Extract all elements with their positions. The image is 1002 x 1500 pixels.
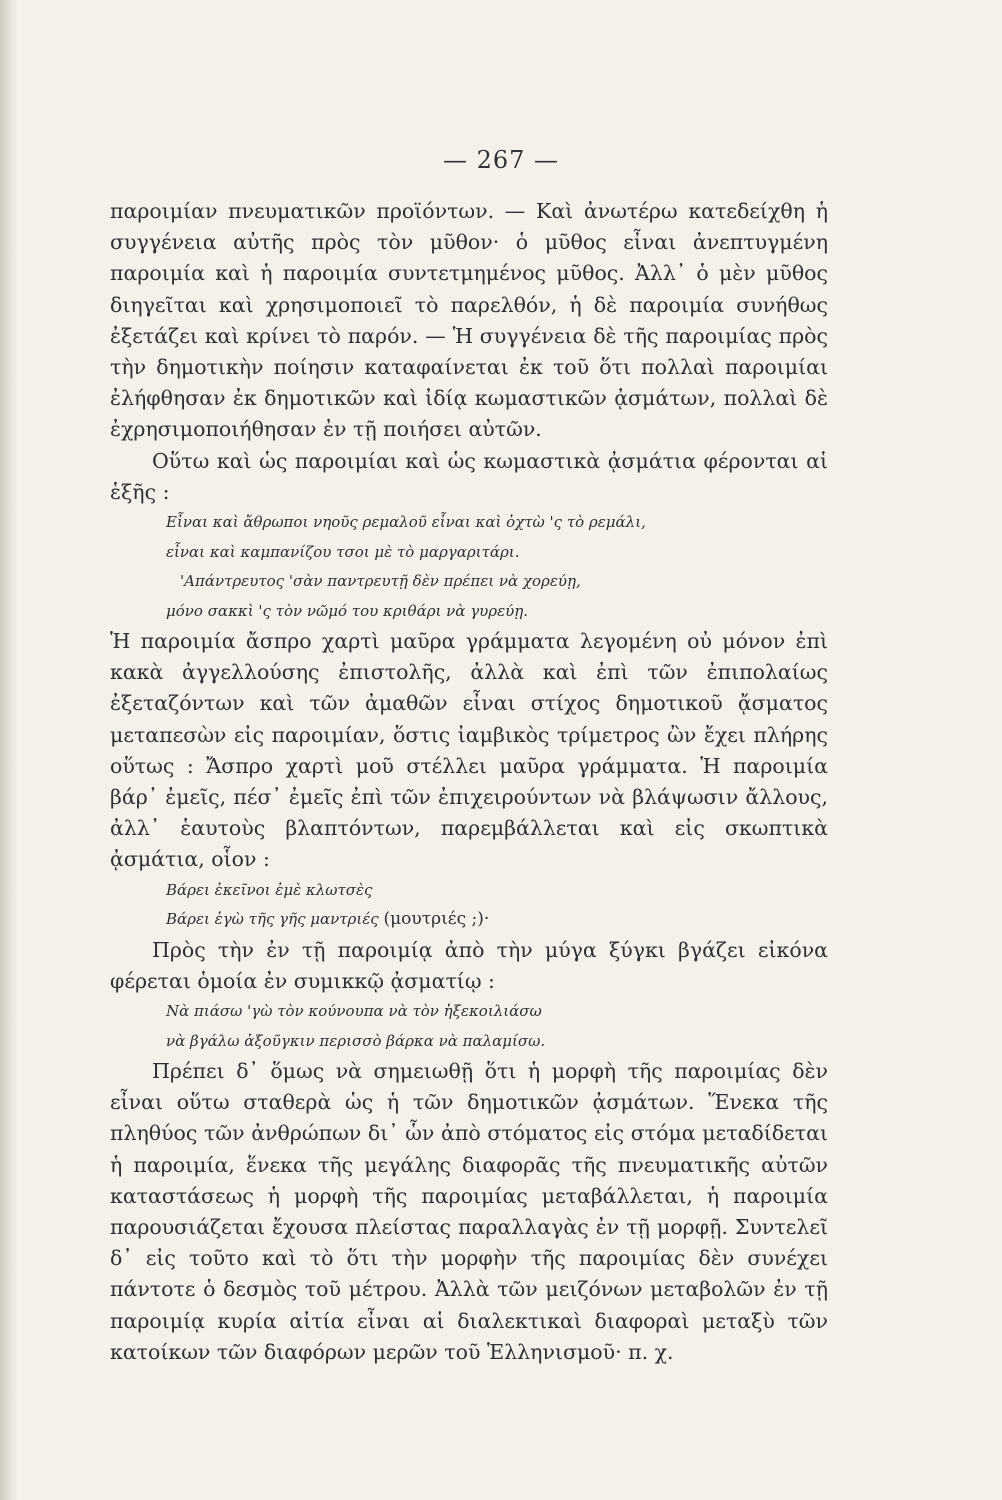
verse-note: (μουτριές ;)· xyxy=(383,909,490,930)
verse-line: Εἶναι καὶ ἄθρωποι νηοῦς ρεμαλοῦ εἶναι καὶ ὀχτὼ 'ς τὸ ρεμάλι, xyxy=(166,513,646,532)
page-body xyxy=(110,196,828,1368)
verse-line-with-note xyxy=(166,905,828,935)
verse-block-2 xyxy=(166,876,828,935)
verse-line: εἶναι καὶ καμπανίζου τσοι μὲ τὸ μαργαριτάρι. xyxy=(166,542,520,561)
verse-line: Νὰ πιάσω 'γὼ τὸν κούνουπα νὰ τὸν ἡξεκοιλιάσω xyxy=(166,1002,542,1021)
page-binding-shadow xyxy=(0,0,18,1500)
page-number: — 267 — xyxy=(442,146,560,174)
verse-line: μόνο σακκὶ 'ς τὸν νῶμό του κριθάρι νὰ γυρεύῃ. xyxy=(166,601,529,620)
verse-line: Βάρει ἐκεῖνοι ἐμὲ κλωτσὲς xyxy=(166,880,373,899)
verse-line-text: Βάρει ἐγὼ τῆς γῆς μαντριές xyxy=(166,910,379,929)
verse-line: 'Απάντρευτος 'σὰν παντρευτῇ δὲν πρέπει νὰ χορεύῃ, xyxy=(180,572,581,591)
verse-block-1 xyxy=(166,508,828,626)
paragraph-4: Πρὸς τὴν ἐν τῇ παροιμίᾳ ἀπὸ τὴν μύγα ξύγκι βγάζει εἰκόνα φέρεται ὁμοία ἐν συμικκῷ ᾀσματίῳ : xyxy=(110,937,828,993)
paragraph-5: Πρέπει δ᾽ ὅμως νὰ σημειωθῇ ὅτι ἡ μορφὴ τῆς παροιμίας δὲν εἶναι οὕτω σταθερὰ ὡς ἡ τῶν δημοτικῶν ᾀσμάτων. Ἕνεκα τῆς πληθύος τῶν ἀνθρώπων δι᾽ ὧν ἀπὸ στόματος εἰς στόμα μεταδίδεται ἡ παροιμία, ἕνεκα τῆς μεγάλης διαφορᾶς τῆς πνευματικῆς αὐτῶν καταστάσεως ἡ μορφὴ τῆς παροιμίας μεταβάλλεται, ἡ παροιμία παρουσιάζεται ἔχουσα πλείστας παραλλαγὰς ἐν τῇ μορφῇ. Συντελεῖ δ᾽ εἰς τοῦτο καὶ τὸ ὅτι τὴν μορφὴν τῆς παροιμίας δὲν συνέχει πάντοτε ὁ δεσμὸς τοῦ μέτρου. Ἀλλὰ τῶν μειζόνων μεταβολῶν ἐν τῇ παροιμίᾳ κυρία αἰτία εἶναι αἱ διαλεκτικαὶ διαφοραὶ μεταξὺ τῶν κατοίκων τῶν διαφόρων μερῶν τοῦ Ἑλληνισμοῦ· π. χ. xyxy=(110,1059,828,1364)
paragraph-3: Ἡ παροιμία ἄσπρο χαρτὶ μαῦρα γράμματα λεγομένη οὐ μόνον ἐπὶ κακὰ ἀγγελλούσης ἐπιστολῆς, ἀλλὰ καὶ ἐπὶ τῶν ἐπιπολαίως ἐξεταζόντων καὶ τῶν ἀμαθῶν εἶναι στίχος δημοτικοῦ ᾄσματος μεταπεσὼν εἰς παροιμίαν, ὅστις ἰαμβικὸς τρίμετρος ὢν ἔχει πλήρης οὕτως : Ἄσπρο χαρτὶ μοῦ στέλλει μαῦρα γράμματα. Ἡ παροιμία βάρ᾽ ἐμεῖς, πέσ᾽ ἐμεῖς ἐπὶ τῶν ἐπιχειρούντων νὰ βλάψωσιν ἄλλους, ἀλλ᾽ ἑαυτοὺς βλαπτόντων, παρεμβάλλεται καὶ εἰς σκωπτικὰ ᾀσμάτια, οἷον : xyxy=(110,629,828,872)
verse-line: νὰ βγάλω ἀξοῦγκιν περισσὸ βάρκα νὰ παλαμίσω. xyxy=(166,1031,546,1050)
paragraph-2: Οὕτω καὶ ὡς παροιμίαι καὶ ὡς κωμαστικὰ ᾀσμάτια φέρονται αἱ ἑξῆς : xyxy=(110,448,828,504)
paragraph-1: παροιμίαν πνευματικῶν προϊόντων. — Καὶ ἀνωτέρω κατεδείχθη ἡ συγγένεια αὐτῆς πρὸς τὸν μῦθον· ὁ μῦθος εἶναι ἀνεπτυγμένη παροιμία καὶ ἡ παροιμία συντετμημένος μῦθος. Ἀλλ᾽ ὁ μὲν μῦθος διηγεῖται καὶ χρησιμοποιεῖ τὸ παρελθόν, ἡ δὲ παροιμία συνήθως ἐξετάζει καὶ κρίνει τὸ παρόν. — Ἡ συγγένεια δὲ τῆς παροιμίας πρὸς τὴν δημοτικὴν ποίησιν καταφαίνεται ἐκ τοῦ ὅτι πολλαὶ παροιμίαι ἐλήφθησαν ἐκ δημοτικῶν καὶ ἰδίᾳ κωμαστικῶν ᾀσμάτων, πολλαὶ δὲ ἐχρησιμοποιήθησαν ἐν τῇ ποιήσει αὐτῶν. xyxy=(110,199,828,442)
verse-block-3 xyxy=(166,997,828,1056)
